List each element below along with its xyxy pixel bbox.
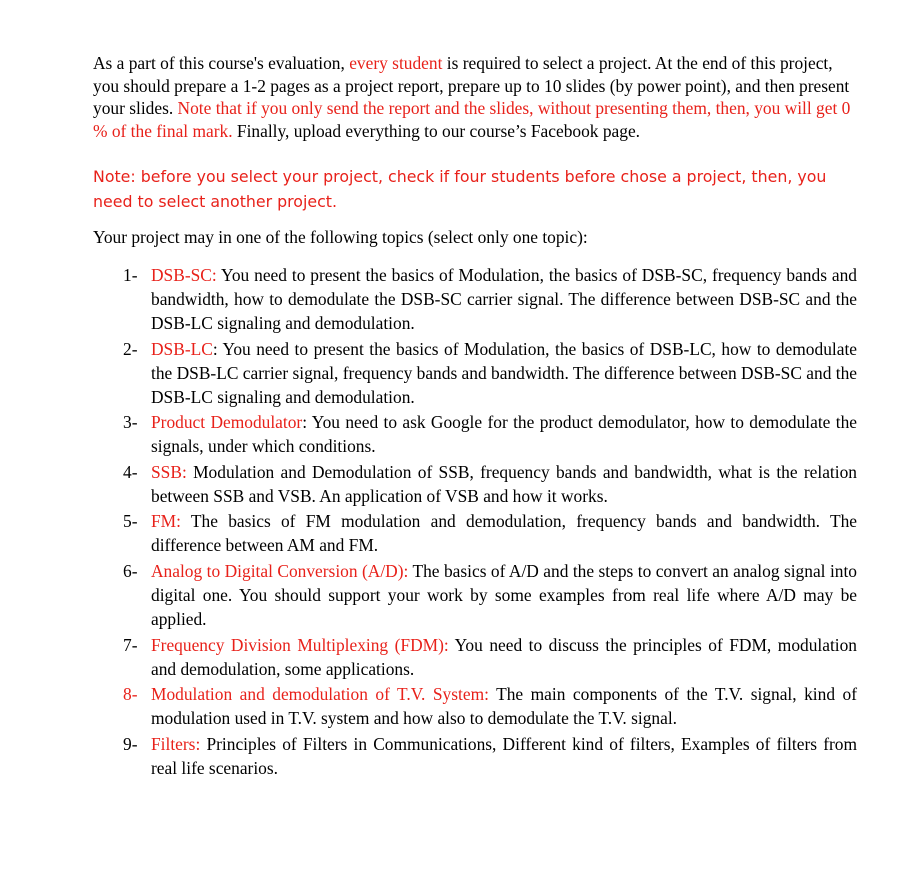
topic-item <box>93 460 857 508</box>
topic-title: DSB-LC <box>151 338 213 359</box>
topic-description: The basics of A/D and the steps to convert an analog signal into digital one. You should support your work by some examples from real life where A/D may be applied. <box>151 560 857 629</box>
intro-warning-note: Note that if you only send the report and the slides, without presenting them, then, you will get 0 % of the final mark. <box>93 98 851 141</box>
document-page <box>93 52 857 781</box>
topic-number: 4- <box>123 461 138 482</box>
intro-text-2: is required to select a project. At the end of this project, you should prepare a 1-2 pages as a project report, prepare up to 10 slides (by power point), and then present your slides. <box>93 53 850 119</box>
intro-text-1: As a part of this course's evaluation, <box>93 53 350 73</box>
topic-number: 5- <box>123 511 138 532</box>
topic-number: 2- <box>123 338 138 359</box>
topic-description: The main components of the T.V. signal, kind of modulation used in T.V. system and how also to demodulate the T.V. signal. <box>151 684 857 729</box>
topic-item <box>93 410 857 458</box>
topic-item <box>93 559 857 631</box>
topic-number: 9- <box>123 733 138 754</box>
topic-title: Frequency Division Multiplexing (FDM): <box>151 634 449 655</box>
topic-list <box>93 263 857 780</box>
topic-title: FM: <box>151 511 181 532</box>
topic-title: Product Demodulator <box>151 412 303 433</box>
topic-description: Modulation and Demodulation of SSB, frequency bands and bandwidth, what is the relation between SSB and VSB. An application of VSB and how it works. <box>151 461 857 506</box>
topic-number: 3- <box>123 412 138 433</box>
topic-title: SSB: <box>151 461 187 482</box>
topic-item <box>93 337 857 409</box>
topic-description: Principles of Filters in Communications, Different kind of filters, Examples of filters from real life scenarios. <box>151 733 857 778</box>
topic-item <box>93 682 857 730</box>
topics-lead: Your project may in one of the following topics (select only one topic): <box>93 227 588 248</box>
topic-title: DSB-SC: <box>151 264 217 285</box>
intro-highlight-every-student: every student <box>349 53 443 73</box>
topic-item <box>93 509 857 557</box>
intro-paragraph <box>93 52 857 142</box>
topic-description: The basics of FM modulation and demodulation, frequency bands and bandwidth. The difference between AM and FM. <box>151 511 857 556</box>
topic-title: Filters: <box>151 733 201 754</box>
topic-description: You need to present the basics of Modulation, the basics of DSB-SC, frequency bands and bandwidth, how to demodulate the DSB-SC carrier signal. The difference between DSB-SC and the DSB-LC signaling and demodulation. <box>151 264 857 333</box>
topic-number: 7- <box>123 634 138 655</box>
topic-number: 6- <box>123 560 138 581</box>
topic-item <box>93 633 857 681</box>
topic-number: 1- <box>123 264 138 285</box>
topic-item <box>93 263 857 335</box>
topic-description: You need to discuss the principles of FDM, modulation and demodulation, some applications. <box>151 634 858 679</box>
topic-description: : You need to present the basics of Modulation, the basics of DSB-LC, how to demodulate the DSB-LC carrier signal, frequency bands and bandwidth. The difference between DSB-SC and the DSB-LC signaling and demodulation. <box>151 338 857 407</box>
topic-title: Modulation and demodulation of T.V. System: <box>151 684 489 705</box>
topic-number: 8- <box>123 684 138 705</box>
intro-text-3: Finally, upload everything to our course’s Facebook page. <box>232 120 641 141</box>
selection-note: Note: before you select your project, check if four students before chose a project, then, you need to select another project. <box>93 167 827 212</box>
topic-title: Analog to Digital Conversion (A/D): <box>151 560 409 581</box>
topic-item <box>93 732 857 780</box>
topic-description: : You need to ask Google for the product demodulator, how to demodulate the signals, under which conditions. <box>151 412 857 457</box>
